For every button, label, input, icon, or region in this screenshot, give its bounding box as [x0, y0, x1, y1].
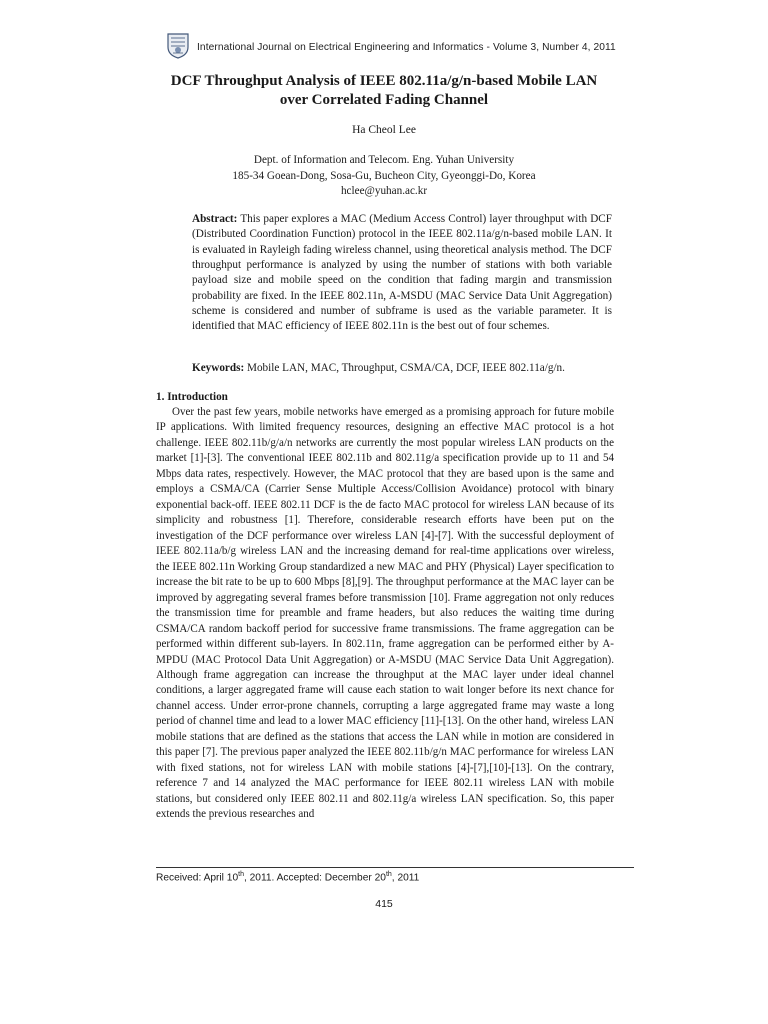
journal-logo-icon — [165, 30, 191, 60]
section-heading-introduction: 1. Introduction — [156, 391, 228, 403]
accepted-date-suffix: th — [385, 871, 392, 878]
paper-title — [120, 72, 648, 110]
author-name: Ha Cheol Lee — [352, 124, 416, 136]
author-affiliation — [120, 153, 648, 200]
paper-title-line-1: DCF Throughput Analysis of IEEE 802.11a/g/n-based Mobile LAN — [170, 73, 598, 89]
accepted-year: , 2011 — [391, 872, 420, 884]
affiliation-address: 185-34 Goean-Dong, Sosa-Gu, Bucheon City, Gyeonggi-Do, Korea — [232, 169, 536, 182]
abstract-label: Abstract: — [192, 213, 238, 225]
received-date-suffix: th — [238, 871, 244, 878]
page-number: 415 — [375, 898, 393, 910]
received-accepted-dates — [156, 871, 419, 883]
accepted-date: , 2011. Accepted: December 20 — [243, 872, 386, 884]
abstract — [192, 212, 612, 335]
introduction-body: Over the past few years, mobile networks have emerged as a promising approach for future mobile IP applications. With limited frequency resources, designing an effective MAC protocol is a hot challenge. IEEE 802.11b/g/a/n networks are currently the most popular wireless LAN products on the market [1]-[3]. The conventional IEEE 802.11b and 802.11g/a specification provide up to 11 and 54 Mbps data rates, respectively. However, the MAC protocol that they are based upon is the same and employs a CSMA/CA (Carrier Sense Multiple Access/Collision Avoidance) protocol with binary exponential back-off. IEEE 802.11 DCF is the de facto MAC protocol for wireless LAN because of its simplicity and robustness [1]. Therefore, considerable research efforts have been put on the investigation of the DCF performance over wireless LAN [4]-[7]. With the successful deployment of IEEE 802.11a/b/g wireless LAN and the increasing demand for real-time applications over wireless, the IEEE 802.11n Working Group standardized a new MAC and PHY (Physical) Layer specification to increase the bit rate to be up to 600 Mbps [8],[9]. The throughput performance at the MAC layer can be improved by aggregating several frames before transmission [10]. Frame aggregation not only reduces the transmission time for preamble and frame headers, but also reduces the waiting time during CSMA/CA random backoff period for successive frame transmissions. The frame aggregation can be performed within different sub-layers. In 802.11n, frame aggregation can be performed either by A-MPDU (MAC Protocol Data Unit Aggregation) or A-MSDU (MAC Service Data Unit Aggregation). Although frame aggregation can increase the throughput at the MAC layer under ideal channel conditions, a larger aggregated frame will cause each station to wait longer before its next chance for channel access. Under error-prone channels, corrupting a large aggregated frame may waste a long period of channel time and lead to a lower MAC efficiency [11]-[13]. On the other hand, wireless LAN mobile stations that are defined as the stations that access the LAN while in motion are considered in this paper [7]. The previous paper analyzed the IEEE 802.11b/g/n MAC performance for wireless LAN with fixed stations, not for wireless LAN with mobile stations [4]-[7],[10]-[13]. On the contrary, reference 7 and 14 analyzed the MAC performance for IEEE 802.11 wireless LAN with mobile stations, but considered only IEEE 802.11 and 802.11g/a wireless LAN specification. So, this paper extends the previous researches and — [156, 406, 614, 821]
abstract-text: This paper explores a MAC (Medium Access Control) layer throughput with DCF (Distributed Coordination Function) protocol in the IEEE 802.11a/g/n-based mobile LAN. It is evaluated in Rayleigh fading wireless channel, using theoretical analysis method. The DCF throughput performance is analyzed by using the number of stations with both variable payload size and mobile speed on the condition that fading margin and transmission probability are fixed. In the IEEE 802.11n, A-MSDU (MAC Service Data Unit Aggregation) scheme is considered and number of subframe is used as the variable parameter. It is identified that MAC efficiency of IEEE 802.11n is the best out of four schemes. — [192, 213, 612, 333]
journal-title-line: International Journal on Electrical Engineering and Informatics - Volume 3, Number 4, 2011 — [197, 41, 616, 53]
journal-header — [165, 28, 616, 62]
paper-title-line-2: over Correlated Fading Channel — [279, 92, 489, 108]
keywords — [192, 362, 632, 374]
keywords-text: Mobile LAN, MAC, Throughput, CSMA/CA, DCF, IEEE 802.11a/g/n. — [247, 362, 565, 374]
affiliation-department: Dept. of Information and Telecom. Eng. Yuhan University — [253, 154, 515, 166]
footnote-divider — [156, 867, 634, 868]
affiliation-email: hclee@yuhan.ac.kr — [340, 185, 428, 197]
received-date: Received: April 10 — [156, 872, 239, 884]
keywords-label: Keywords: — [192, 362, 245, 374]
